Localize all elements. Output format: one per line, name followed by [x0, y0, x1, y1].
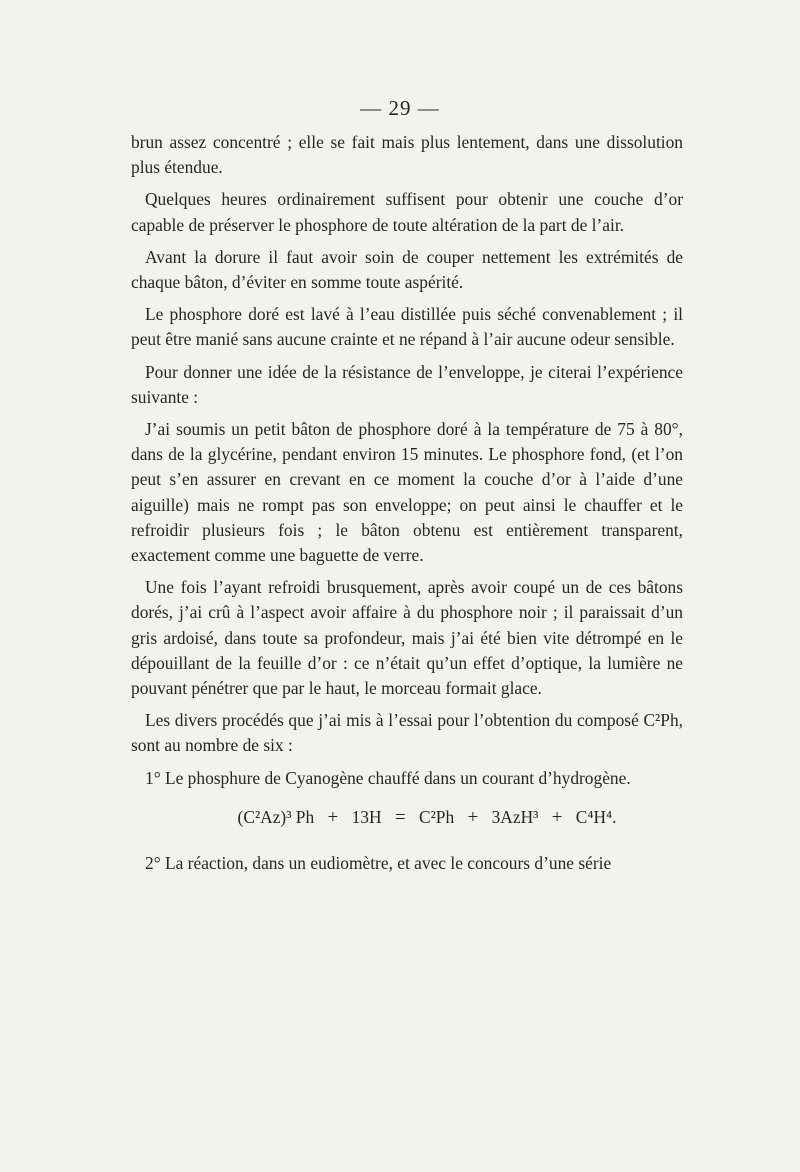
paragraph-6: J’ai soumis un petit bâton de phosphore doré à la température de 75 à 80°, dans de la glycérine, pendant environ 15 minutes. Le phosphore fond, (et l’on peut s’en assurer en crevant en ce moment la couche d’or à l’aide d’une aiguille) mais ne rompt pas son enveloppe; on peut ainsi le chauffer et le refroidir plusieurs fois ; le bâton obtenu est entièrement transparent, exactement comme une baguette de verre. [131, 419, 683, 566]
paragraph-1: brun assez concentré ; elle se fait mais plus lentement, dans une dissolution plus étendue. [131, 132, 683, 178]
paragraph-7: Une fois l’ayant refroidi brusquement, après avoir coupé un de ces bâtons dorés, j’ai crû à l’aspect avoir affaire à du phosphore noir ; il paraissait d’un gris ardoisé, dans toute sa profondeur, mais j’ai été bien vite détrompé en le dépouillant de la feuille d’or : ce n’était qu’un effet d’optique, la lumière ne pouvant pénétrer que par le haut, le morceau formait glace. [131, 577, 683, 699]
body-text [131, 130, 683, 876]
equation-term-reactant-2: 13H [351, 806, 382, 827]
paragraph-4: Le phosphore doré est lavé à l’eau distillée puis séché convenablement ; il peut être manié sans aucune crainte et ne répand à l’air aucune odeur sensible. [131, 304, 683, 350]
paragraph-2: Quelques heures ordinairement suffisent pour obtenir une couche d’or capable de préserver le phosphore de toute altération de la part de l’air. [131, 189, 683, 235]
paragraph-5: Pour donner une idée de la résistance de l’enveloppe, je citerai l’expérience suivante : [131, 361, 683, 407]
page-number: — 29 — [360, 96, 440, 120]
equation-term-product-3: C⁴H⁴. [575, 806, 617, 827]
paragraph-8: Les divers procédés que j’ai mis à l’essai pour l’obtention du composé C²Ph, sont au nombre de six : [131, 710, 683, 756]
equation-term-reactant-1: (C²Az)³ Ph [237, 806, 315, 827]
equation-plus: + [327, 806, 339, 828]
equation-equals: = [394, 806, 406, 828]
paragraph-10: 2° La réaction, dans un eudiomètre, et avec le concours d’une série [145, 853, 612, 874]
paragraph-3: Avant la dorure il faut avoir soin de couper nettement les extrémités de chaque bâton, d’éviter en somme toute aspérité. [131, 246, 683, 293]
paragraph-9: 1° Le phosphure de Cyanogène chauffé dans un courant d’hydrogène. [145, 767, 631, 788]
equation-term-product-1: C²Ph [418, 806, 455, 827]
equation-plus: + [467, 806, 479, 828]
equation-term-product-2: 3AzH³ [491, 806, 539, 827]
chemical-equation [171, 805, 683, 830]
equation-plus: + [551, 806, 563, 828]
